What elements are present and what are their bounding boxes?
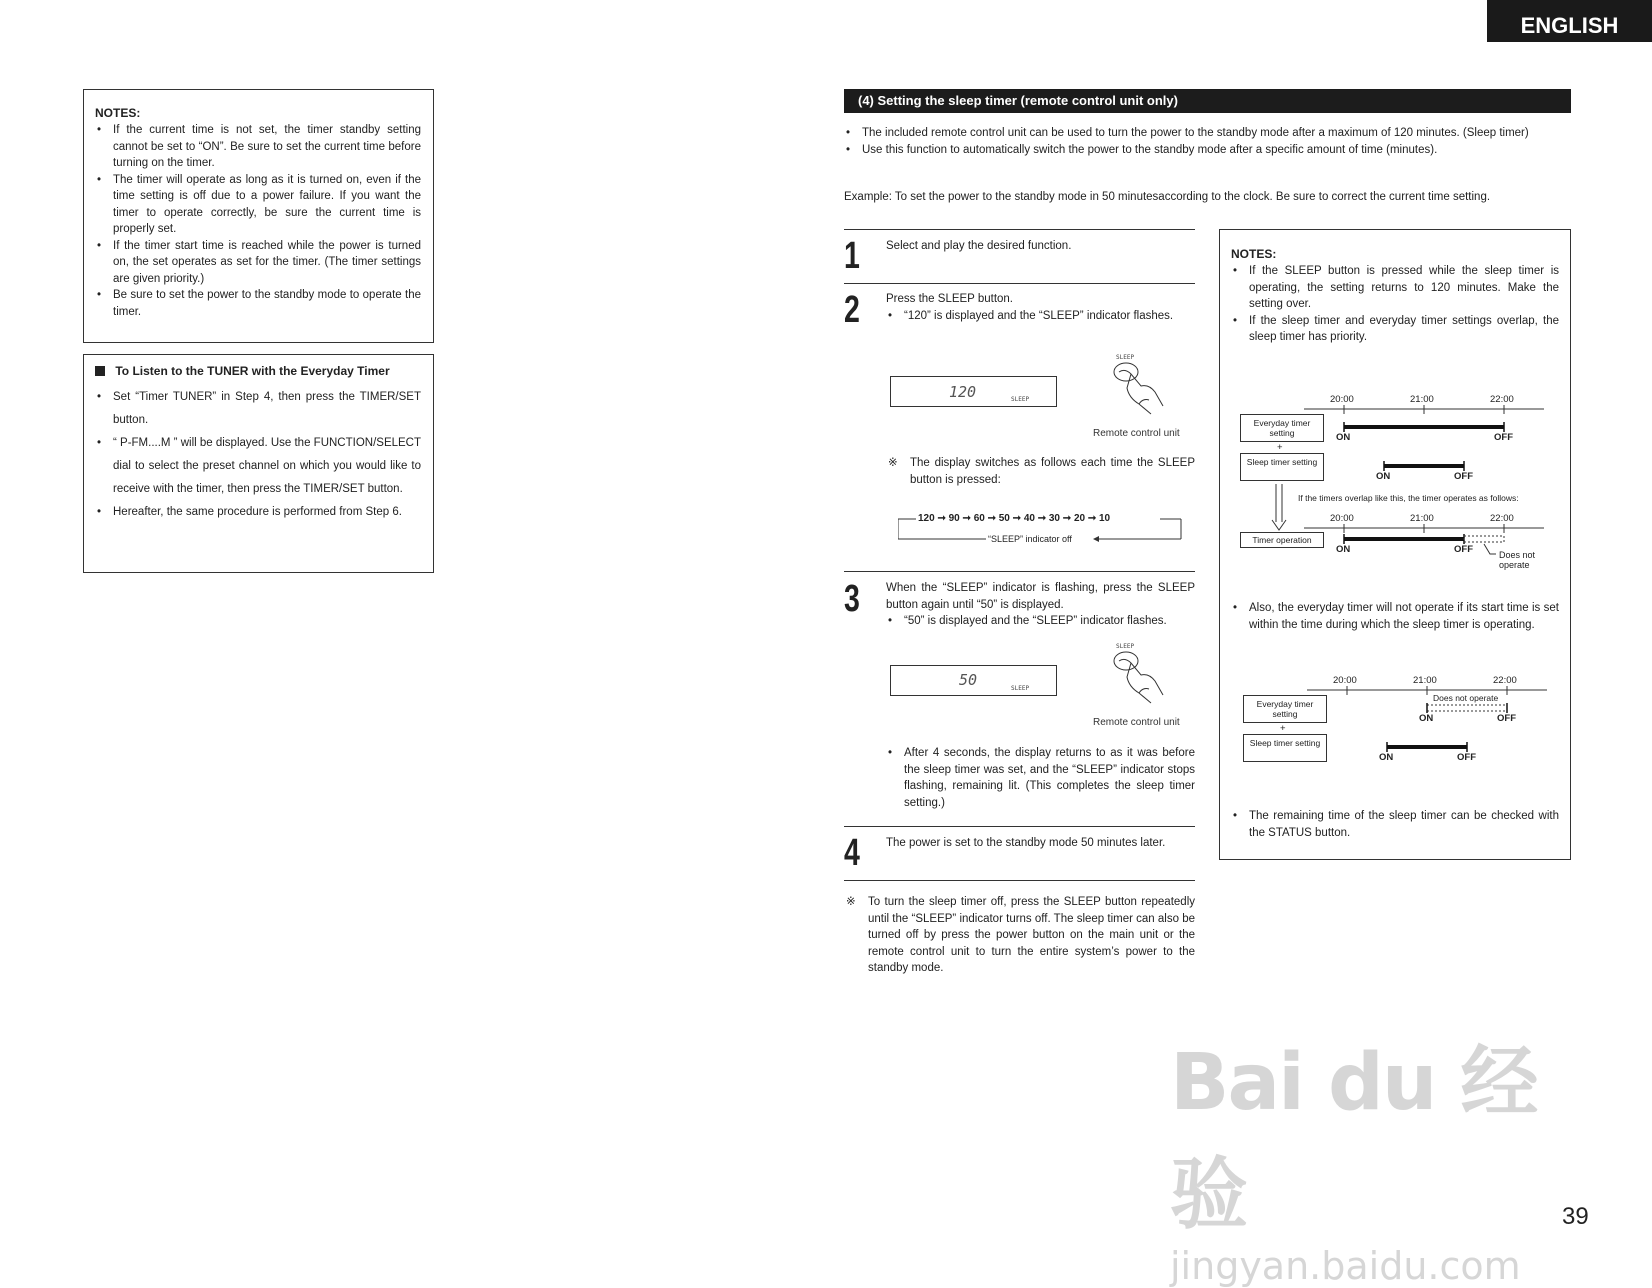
off-label: OFF <box>1497 713 1516 724</box>
tick-label: 22:00 <box>1490 513 1514 524</box>
sequence-value: 50 <box>998 513 1010 524</box>
timer-operation-label: Timer operation <box>1240 532 1324 548</box>
baidu-watermark <box>1170 1020 1560 1288</box>
list-item: • The included remote control unit can be used to turn the power to the standby mode after a maximum of 120 minutes. (Sleep timer) <box>844 125 1571 142</box>
sleep-off-note <box>844 894 1195 977</box>
does-not-operate-label: Does not operate <box>1499 550 1536 570</box>
off-label: OFF <box>1457 752 1476 763</box>
sleep-indicator: SLEEP <box>1011 396 1030 403</box>
plus-sign: + <box>1280 723 1286 734</box>
also-note <box>1231 600 1559 633</box>
sequence-value: 90 <box>948 513 960 524</box>
list-item: • If the current time is not set, the timer standby setting cannot be set to “ON”. Be sure to set the current time before turning on the timer. <box>95 122 421 172</box>
step-text: The power is set to the standby mode 50 minutes later. <box>886 837 1166 849</box>
off-label: OFF <box>1494 432 1513 443</box>
lcd-value: 50 <box>959 671 978 689</box>
on-label: ON <box>1336 544 1351 555</box>
note-mark: ※ <box>846 896 856 908</box>
step-instruction: Press the SLEEP button. <box>886 293 1014 305</box>
list-item: • After 4 seconds, the display returns to as it was before the sleep timer was set, and the “SLEEP” indicator stops flashing, remaining lit. (This completes the sleep timer setting.) <box>886 745 1195 811</box>
list-item: • If the SLEEP button is pressed while the sleep timer is operating, the setting returns to 120 minutes. Make the setting over. <box>1231 263 1559 313</box>
divider <box>844 571 1195 572</box>
sequence-value: 120 <box>918 513 935 524</box>
everyday-timer-label: Everyday timer setting <box>1243 695 1327 723</box>
tick-label: 22:00 <box>1493 675 1517 686</box>
tick-label: 20:00 <box>1330 513 1354 524</box>
tick-label: 21:00 <box>1410 513 1434 524</box>
tick-label: 20:00 <box>1333 675 1357 686</box>
step-text <box>886 580 1195 630</box>
sequence-value: 20 <box>1073 513 1086 524</box>
sequence-value: 40 <box>1023 513 1035 524</box>
example-text: Example: To set the power to the standby mode in 50 minutesaccording to the clock. Be sure to correct the current time setting. <box>844 191 1491 203</box>
on-label: ON <box>1376 471 1391 482</box>
tick-label: 20:00 <box>1330 394 1354 405</box>
off-label: OFF <box>1454 544 1473 555</box>
step-instruction: When the “SLEEP” indicator is flashing, press the SLEEP button again until “50” is displayed. <box>886 582 1195 611</box>
divider <box>844 283 1195 284</box>
right-notes <box>1231 247 1559 346</box>
square-bullet-icon <box>95 366 105 376</box>
does-not-operate-label: Does not operate <box>1433 693 1499 703</box>
remote-caption: Remote control unit <box>1093 717 1180 728</box>
divider <box>844 826 1195 827</box>
tick-label: 21:00 <box>1410 394 1434 405</box>
display-note <box>886 455 1195 488</box>
watermark-brand: Bai du 经验 <box>1170 1038 1537 1240</box>
notes-title: NOTES: <box>1231 247 1277 261</box>
step-number: 3 <box>844 578 860 620</box>
remote-button-label: SLEEP <box>1116 643 1135 650</box>
sleep-indicator: SLEEP <box>1011 685 1030 692</box>
sleep-timer-label: Sleep timer setting <box>1240 453 1324 481</box>
step-after-text <box>886 745 1195 811</box>
list-item: • Also, the everyday timer will not operate if its start time is set within the time during which the sleep timer is operating. <box>1231 600 1559 633</box>
page-number: 39 <box>1562 1203 1589 1230</box>
list-item: • If the timer start time is reached while the power is turned on, the set operates as set for the timer. (The timer settings are given priority.) <box>95 238 421 288</box>
list-item: • The timer will operate as long as it is turned on, even if the time setting is off due to a power failure. If you want the timer to operate correctly, be sure the current time is properly set. <box>95 172 421 238</box>
sequence-value: 10 <box>1099 513 1111 524</box>
tuner-heading <box>95 364 421 378</box>
step-text <box>886 291 1195 324</box>
note-mark: ※ <box>888 457 898 469</box>
list-item: • Use this function to automatically switch the power to the standby mode after a specific amount of time (minutes). <box>844 142 1571 159</box>
lcd-display <box>890 665 1057 696</box>
sequence-values: 120 ➞ 90 ➞ 60 ➞ 50 ➞ 40 ➞ 30 ➞ 20 ➞ 10 <box>918 513 1111 524</box>
list-item: • “50” is displayed and the “SLEEP” indicator flashes. <box>886 613 1195 630</box>
on-label: ON <box>1336 432 1351 443</box>
timer-chart-no-operate <box>1241 673 1561 773</box>
hand-press-icon <box>1105 354 1175 416</box>
section-header: (4) Setting the sleep timer (remote control unit only) <box>844 89 1571 113</box>
divider <box>844 880 1195 881</box>
tick-label: 22:00 <box>1490 394 1514 405</box>
sleep-timer-label: Sleep timer setting <box>1243 734 1327 762</box>
hand-press-icon <box>1105 643 1175 705</box>
list-item: • Be sure to set the power to the standby mode to operate the timer. <box>95 287 421 320</box>
language-tab: ENGLISH <box>1487 0 1652 42</box>
divider <box>844 229 1195 230</box>
step-number: 1 <box>844 235 860 277</box>
remote-caption: Remote control unit <box>1093 428 1180 439</box>
list-item: • Set “Timer TUNER” in Step 4, then press the TIMER/SET button. <box>95 386 421 432</box>
on-label: ON <box>1419 713 1434 724</box>
sequence-diagram <box>898 510 1182 545</box>
note-text: To turn the sleep timer off, press the SLEEP button repeatedly until the “SLEEP” indicator turns off. The sleep timer can also be turned off by press the power button on the main unit or the remote control unit to turn the entire system’s power to the standby mode. <box>868 896 1195 974</box>
list-item: • Hereafter, the same procedure is performed from Step 6. <box>95 501 421 524</box>
overlap-text: If the timers overlap like this, the timer operates as follows: <box>1298 493 1519 503</box>
tick-label: 21:00 <box>1413 675 1437 686</box>
lcd-display <box>890 376 1057 407</box>
notes-title: NOTES: <box>95 106 141 120</box>
sequence-value: 60 <box>973 513 985 524</box>
timer-chart-overlap <box>1238 392 1558 572</box>
intro <box>844 125 1571 158</box>
everyday-timer-label: Everyday timer setting <box>1240 414 1324 442</box>
tuner-title: To Listen to the TUNER with the Everyday Timer <box>115 364 390 378</box>
remote-illustration <box>1105 354 1175 416</box>
list-item: • “120” is displayed and the “SLEEP” indicator flashes. <box>886 308 1195 325</box>
watermark-url: jingyan.baidu.com <box>1170 1244 1521 1288</box>
step-number: 4 <box>844 832 860 874</box>
list-item: • “ P-FM....M ” will be displayed. Use the FUNCTION/SELECT dial to select the preset channel on which you would like to receive with the timer, then press the TIMER/SET button. <box>95 432 421 501</box>
tuner-list <box>95 386 421 524</box>
step-number: 2 <box>844 289 860 331</box>
off-label: OFF <box>1454 471 1473 482</box>
sequence-return: “SLEEP” indicator off <box>988 534 1072 544</box>
note-text: The display switches as follows each time the SLEEP button is pressed: <box>910 457 1195 486</box>
step-text: Select and play the desired function. <box>886 240 1072 252</box>
on-label: ON <box>1379 752 1394 763</box>
left-notes-box <box>83 89 434 343</box>
list-item: • The remaining time of the sleep timer can be checked with the STATUS button. <box>1231 808 1559 841</box>
remote-illustration <box>1105 643 1175 705</box>
list-item: • If the sleep timer and everyday timer settings overlap, the sleep timer has priority. <box>1231 313 1559 346</box>
remaining-note <box>1231 808 1559 841</box>
plus-sign: + <box>1277 442 1283 453</box>
sequence-value: 30 <box>1048 513 1060 524</box>
remote-button-label: SLEEP <box>1116 354 1135 361</box>
lcd-value: 120 <box>949 383 977 401</box>
tuner-box <box>83 354 434 573</box>
notes-list <box>95 122 421 320</box>
